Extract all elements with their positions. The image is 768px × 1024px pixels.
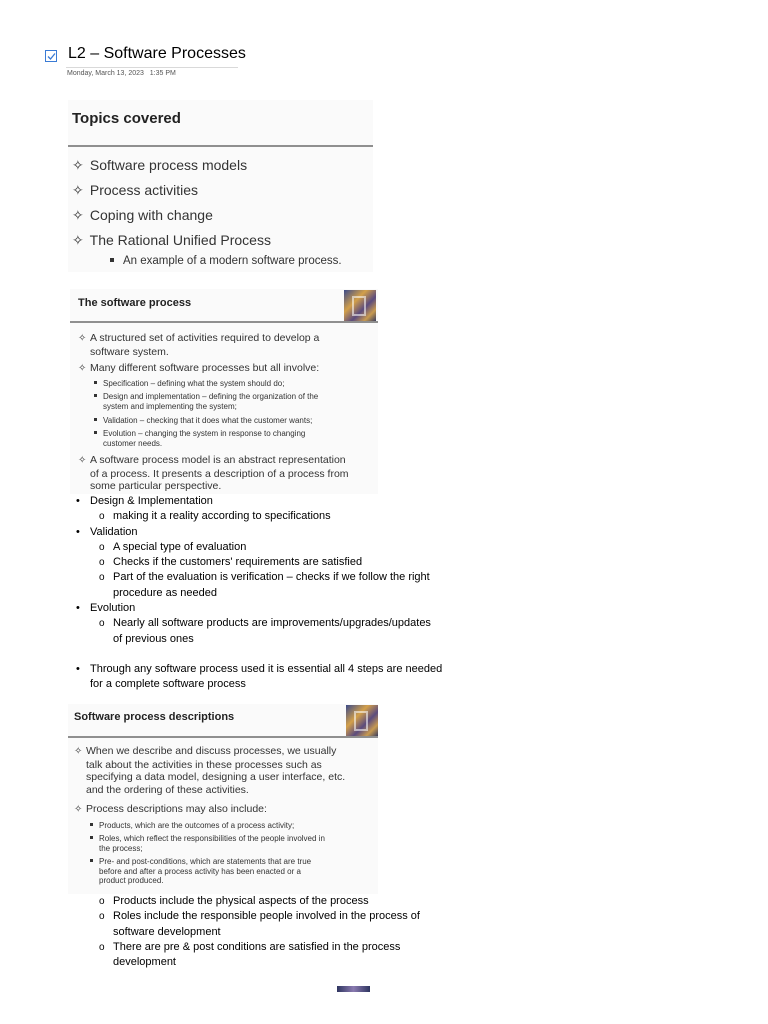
diamond-bullet-icon: ✧ bbox=[72, 157, 84, 173]
topic-subitem: An example of a modern software process. bbox=[110, 255, 342, 267]
diamond-bullet-icon: ✧ bbox=[72, 182, 84, 198]
square-bullet-icon bbox=[90, 823, 93, 826]
diamond-bullet-icon: ✧ bbox=[72, 232, 84, 248]
square-bullet-icon bbox=[110, 258, 114, 262]
slide-rule bbox=[68, 145, 373, 147]
square-bullet-icon bbox=[90, 836, 93, 839]
diamond-bullet-icon: ✧ bbox=[74, 804, 83, 815]
topic-item: ✧ Coping with change bbox=[72, 207, 213, 223]
slide-thumbnail-image bbox=[344, 290, 376, 322]
diamond-bullet-icon: ✧ bbox=[74, 746, 83, 757]
slide-topics-covered bbox=[68, 100, 373, 272]
note-subbullet: o Checks if the customers' requirements are satisfied bbox=[76, 555, 496, 570]
note-continuation: software development bbox=[113, 925, 221, 938]
note-subbullet: o There are pre & post conditions are satisfied in the process bbox=[76, 940, 496, 955]
diamond-bullet-icon: ✧ bbox=[78, 455, 87, 466]
square-bullet-icon bbox=[94, 394, 97, 397]
note-subbullet: o A special type of evaluation bbox=[76, 540, 496, 555]
slide-process-descriptions bbox=[68, 704, 378, 894]
slide-subitem: Validation – checking that it does what the customer wants; bbox=[94, 416, 369, 426]
title-underline bbox=[66, 67, 238, 68]
note-checkbox-icon[interactable] bbox=[45, 50, 57, 62]
note-subbullet: o Products include the physical aspects of the process bbox=[76, 894, 496, 909]
slide-item: ✧ When we describe and discuss processes, we usually talk about the activities in these processes such as specifying a data model, designing a user interface, etc. and the ordering of these activities. bbox=[74, 745, 346, 796]
note-bullet: • Evolution bbox=[76, 601, 496, 616]
topic-item: ✧ Process activities bbox=[72, 182, 199, 198]
page-timestamp bbox=[67, 70, 176, 77]
note-bullet: • Design & Implementation bbox=[76, 494, 496, 509]
slide-subitem: Design and implementation – defining the organization of the system and implementing the system; bbox=[94, 392, 369, 411]
slide-thumbnail-image bbox=[337, 986, 370, 992]
diamond-bullet-icon: ✧ bbox=[78, 333, 87, 344]
note-continuation: procedure as needed bbox=[113, 586, 217, 599]
notes-block bbox=[76, 894, 496, 970]
note-subbullet: o making it a reality according to specifications bbox=[76, 509, 496, 524]
note-continuation: for a complete software process bbox=[90, 678, 246, 691]
topic-item: ✧ Software process models bbox=[72, 157, 248, 173]
slide-title: Topics covered bbox=[72, 110, 181, 127]
note-subbullet: o Nearly all software products are improvements/upgrades/updates bbox=[76, 616, 496, 631]
slide-subitem: Pre- and post-conditions, which are statements that are true before and after a process activity has been enacted or a product produced. bbox=[90, 857, 365, 886]
diamond-bullet-icon: ✧ bbox=[78, 363, 87, 374]
square-bullet-icon bbox=[94, 381, 97, 384]
note-subbullet: o Roles include the responsible people involved in the process of bbox=[76, 909, 496, 924]
slide-item: ✧ Many different software processes but all involve: bbox=[78, 362, 320, 374]
slide-item: ✧ A structured set of activities required to develop a software system. bbox=[78, 332, 320, 358]
page-date: Monday, March 13, 2023 bbox=[67, 70, 144, 77]
note-bullet: • Through any software process used it is essential all 4 steps are needed bbox=[76, 662, 496, 677]
diamond-bullet-icon: ✧ bbox=[72, 207, 84, 223]
slide-thumbnail-image bbox=[346, 705, 378, 737]
slide-rule bbox=[68, 736, 378, 738]
notes-block bbox=[76, 494, 496, 693]
note-continuation: development bbox=[113, 956, 176, 969]
note-spacer bbox=[76, 647, 496, 662]
slide-title: The software process bbox=[78, 297, 192, 309]
slide-title: Software process descriptions bbox=[74, 711, 235, 723]
square-bullet-icon bbox=[94, 431, 97, 434]
topic-item: ✧ The Rational Unified Process bbox=[72, 232, 271, 248]
page-time: 1:35 PM bbox=[149, 70, 176, 77]
note-subbullet: o Part of the evaluation is verification – checks if we follow the right bbox=[76, 570, 496, 585]
slide-software-process bbox=[70, 289, 378, 494]
note-bullet: • Validation bbox=[76, 525, 496, 540]
slide-subitem: Roles, which reflect the responsibilities of the people involved in the process; bbox=[90, 834, 365, 853]
slide-subitem: Evolution – changing the system in response to changing customer needs. bbox=[94, 429, 369, 448]
page-title: L2 – Software Processes bbox=[68, 45, 246, 62]
square-bullet-icon bbox=[90, 859, 93, 862]
note-continuation: of previous ones bbox=[113, 632, 194, 645]
slide-item: ✧ A software process model is an abstract representation of a process. It presents a description of a process from some particular perspective. bbox=[78, 454, 349, 492]
slide-item: ✧ Process descriptions may also include: bbox=[74, 803, 267, 815]
slide-subitem: Products, which are the outcomes of a process activity; bbox=[90, 821, 365, 831]
square-bullet-icon bbox=[94, 418, 97, 421]
slide-subitem: Specification – defining what the system should do; bbox=[94, 379, 369, 389]
slide-rule bbox=[70, 321, 378, 323]
